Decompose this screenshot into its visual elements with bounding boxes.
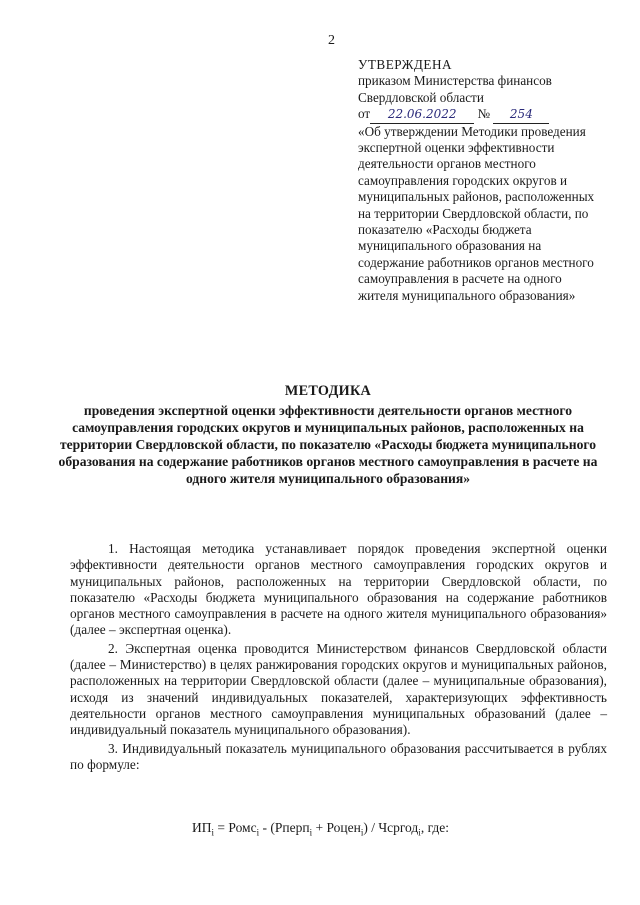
document-body bbox=[70, 541, 607, 775]
document-heading bbox=[58, 383, 598, 487]
paragraph: 3. Индивидуальный показатель муниципального образования рассчитывается в рублях по формуле: bbox=[70, 740, 607, 772]
approval-line: приказом Министерства финансов bbox=[358, 73, 552, 89]
handwritten-date: 22.06.2022 bbox=[370, 106, 474, 123]
page-number: 2 bbox=[328, 33, 335, 48]
approval-line: Свердловской области bbox=[358, 89, 484, 105]
handwritten-number: 254 bbox=[493, 106, 549, 123]
document-title: МЕТОДИКА bbox=[284, 383, 372, 399]
approval-title: УТВЕРЖДЕНА bbox=[358, 57, 453, 72]
approval-stamp bbox=[358, 57, 628, 304]
approval-subject: «Об утверждении Методики проведения экспертной оценки эффективности деятельности органов местного самоуправления городских округов и муниципальных районов, расположенных на территории Свердловской области, по показателю «Расходы бюджета муниципального образования на содержание работников органов местного самоуправления в расчете на одного жителя муниципального образования» bbox=[358, 123, 595, 303]
document-subtitle: проведения экспертной оценки эффективности деятельности органов местного самоуправления городских округов и муниципальных районов, расположенных на территории Свердловской области, по показателю «Расходы бюджета муниципального образования на содержание работников органов местного самоуправления в расчете на одного жителя муниципального образования» bbox=[58, 403, 598, 486]
date-prefix: от bbox=[358, 106, 371, 122]
approval-date-line bbox=[358, 106, 628, 123]
paragraph: 2. Экспертная оценка проводится Министерством финансов Свердловской области (далее – Министерство) в целях ранжирования городских округов и муниципальных районов, расположенных на территории Свердловской области (далее – муниципальные образования), исходя из значений индивидуальных показателей, характеризующих эффективность деятельности органов местного самоуправления муниципальных образований (далее – индивидуальный показатель муниципального образования). bbox=[70, 640, 607, 738]
formula: $ИП_i$ = Ромс$_i$ - (Рперп$_i$ + Роцен$_i$) / Чсргод$_i$, где: bbox=[192, 820, 450, 838]
number-prefix: № bbox=[477, 106, 491, 122]
paragraph: 1. Настоящая методика устанавливает порядок проведения экспертной оценки эффективности деятельности органов местного самоуправления городских округов и муниципальных районов, расположенных на территории Свердловской области, по показателю «Расходы бюджета муниципального образования на содержание работников органов местного самоуправления в расчете на одного жителя муниципального образования» (далее – экспертная оценка). bbox=[70, 541, 607, 638]
